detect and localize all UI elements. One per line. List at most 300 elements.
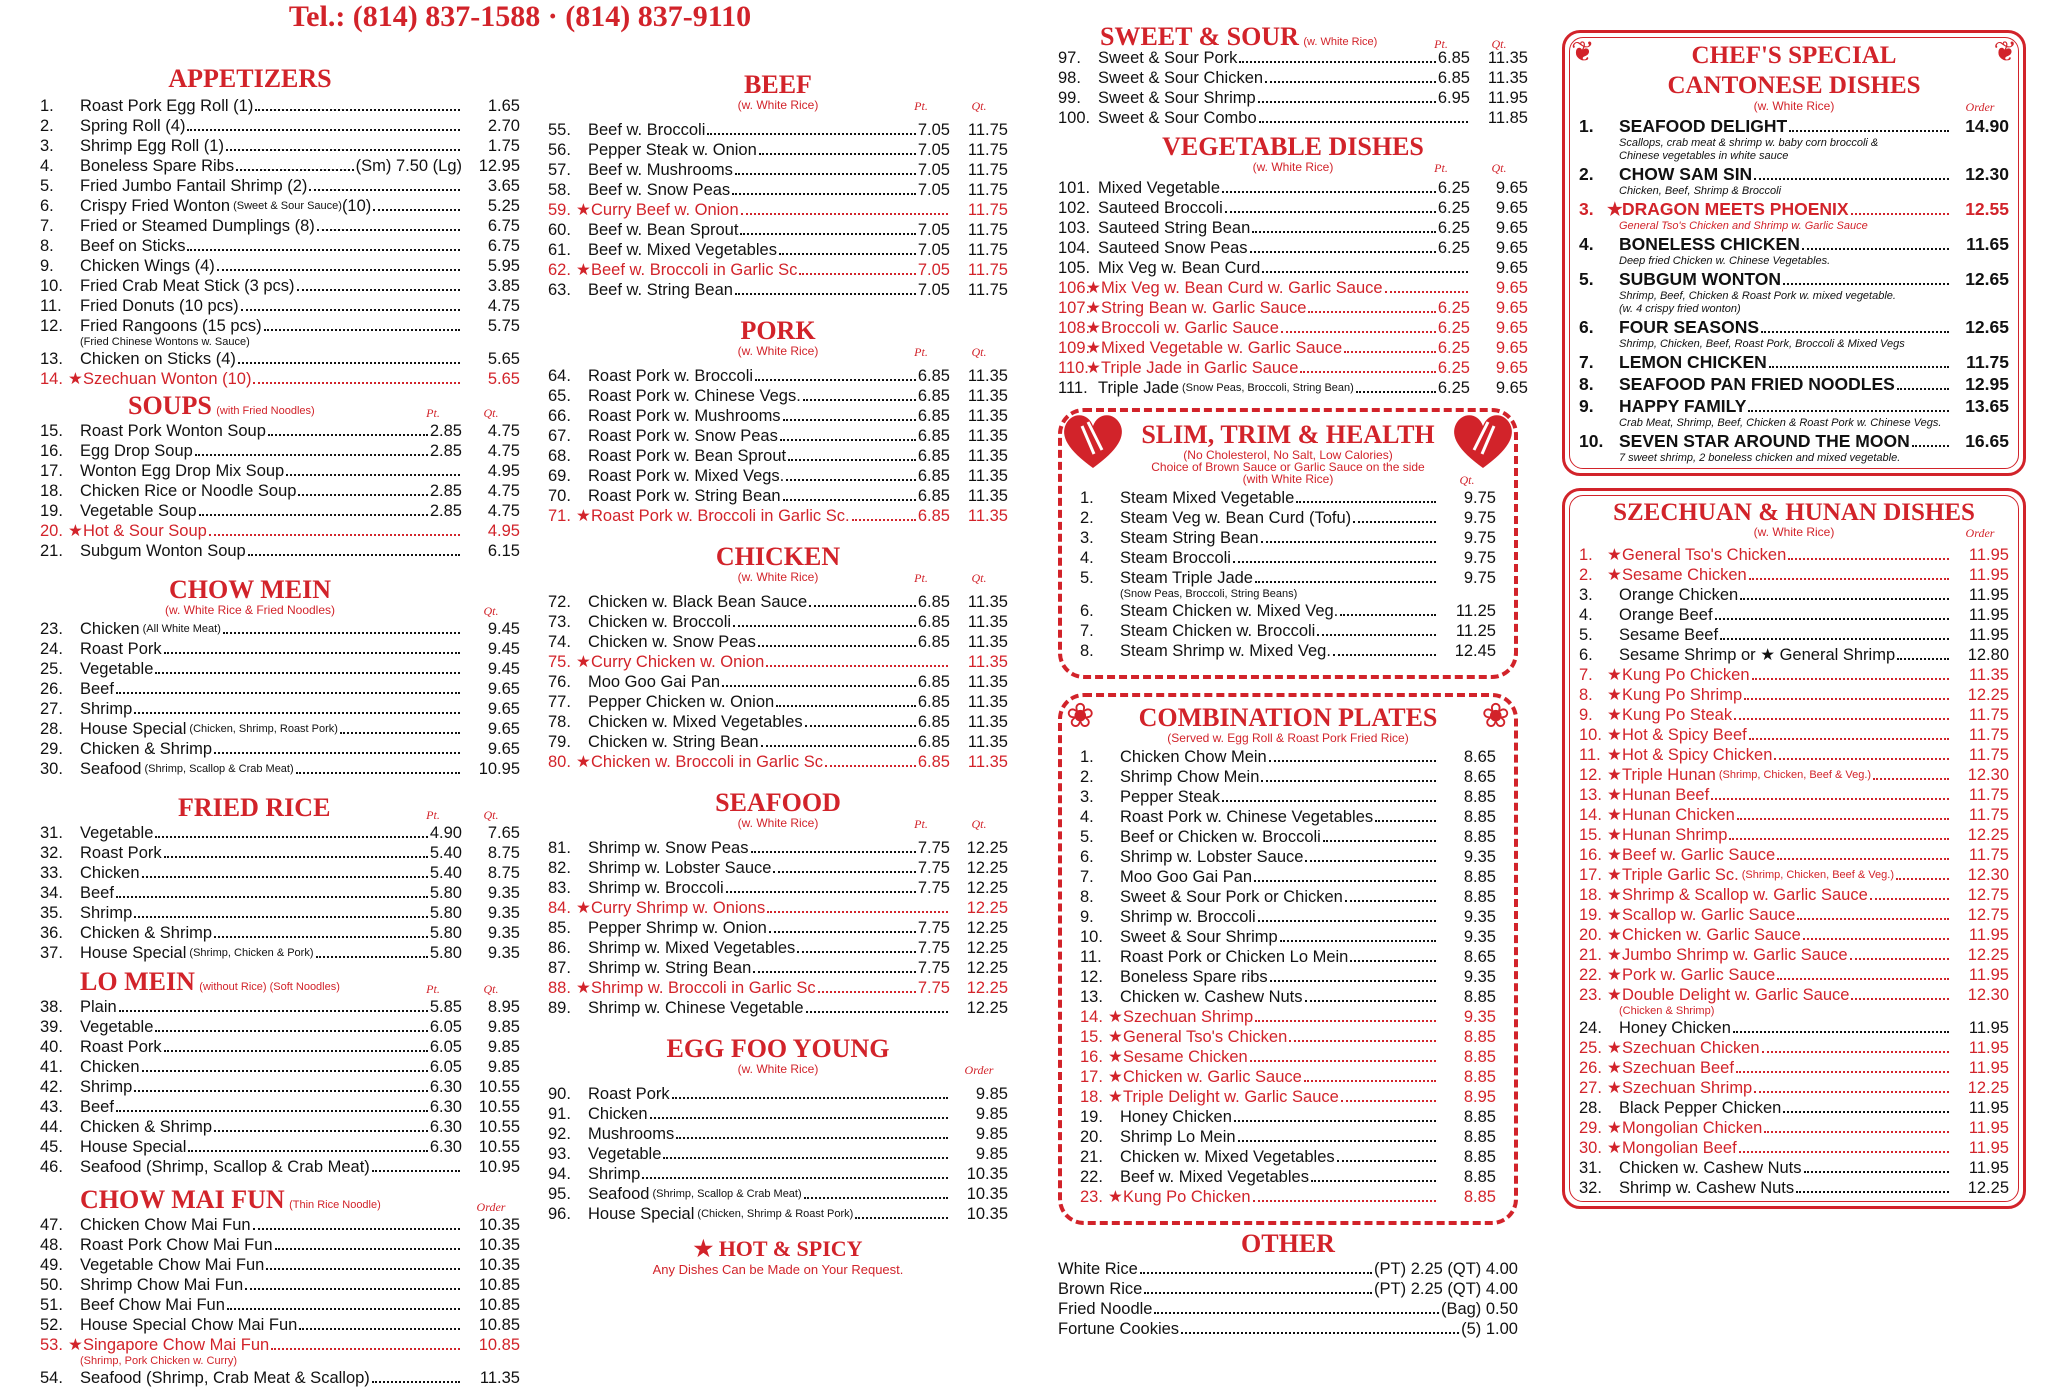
item-number: 10. bbox=[1579, 726, 1602, 744]
leader-dots bbox=[779, 253, 916, 255]
leader-dots bbox=[226, 149, 460, 151]
menu-item bbox=[1080, 847, 1496, 867]
item-name: Steam Broccoli bbox=[1120, 549, 1231, 567]
menu-item bbox=[548, 1124, 1008, 1144]
item-number: 10. bbox=[1579, 431, 1604, 451]
item-name: BONELESS CHICKEN bbox=[1619, 234, 1800, 254]
item-number: 18. bbox=[40, 482, 63, 500]
menu-item bbox=[1080, 1147, 1496, 1167]
item-number: 3. bbox=[40, 137, 54, 155]
item-number: 12. bbox=[40, 317, 63, 335]
menu-item bbox=[40, 316, 520, 336]
item-number: 21. bbox=[40, 542, 63, 560]
item-price-small: 6.30 bbox=[429, 1138, 462, 1156]
hot-spicy-star-icon: ★ bbox=[1607, 1039, 1622, 1057]
item-name: Curry Beef w. Onion bbox=[591, 201, 739, 219]
leader-dots bbox=[1239, 61, 1435, 63]
item-name: Roast Pork Wonton Soup bbox=[80, 422, 266, 440]
item-name: Roast Pork Egg Roll (1) bbox=[80, 97, 254, 115]
leader-dots bbox=[1740, 598, 1949, 600]
item-price: 11.25 bbox=[1455, 622, 1496, 640]
hot-spicy-star-icon: ★ bbox=[1607, 706, 1622, 724]
item-name: Beef w. Broccoli in Garlic Sc bbox=[591, 261, 798, 279]
item-price: 11.75 bbox=[967, 281, 1008, 299]
item-name: Chicken bbox=[80, 620, 140, 638]
menu-item bbox=[1579, 885, 2009, 905]
item-name: Chicken w. Mixed Vegetables bbox=[588, 713, 803, 731]
hot-spicy-star-icon: ★ bbox=[1607, 686, 1622, 704]
item-name: Roast Pork w. Broccoli bbox=[588, 367, 754, 385]
item-number: 7. bbox=[1579, 352, 1594, 372]
item-name: Sweet & Sour Chicken bbox=[1098, 69, 1264, 87]
item-number: 68. bbox=[548, 447, 571, 465]
item-name: Kung Po Chicken bbox=[1622, 666, 1750, 684]
menu-item bbox=[1579, 705, 2009, 725]
item-price-small: 6.95 bbox=[1437, 89, 1470, 107]
menu-item bbox=[1080, 927, 1496, 947]
soups-title: SOUPS bbox=[128, 391, 212, 420]
leader-dots bbox=[1749, 738, 1949, 740]
item-name: Chicken w. Garlic Sauce bbox=[1622, 926, 1801, 944]
item-price: 11.95 bbox=[1968, 1099, 2009, 1117]
leader-dots bbox=[776, 705, 916, 707]
item-number: 16. bbox=[40, 442, 63, 460]
menu-item bbox=[1579, 845, 2009, 865]
item-price-small: 2.85 bbox=[429, 482, 462, 500]
item-name: Steam Veg w. Bean Curd (Tofu) bbox=[1120, 509, 1352, 527]
item-name: Fried Jumbo Fantail Shrimp (2) bbox=[80, 177, 308, 195]
item-price-small: 6.05 bbox=[429, 1018, 462, 1036]
item-price-small: 6.25 bbox=[1437, 379, 1470, 397]
item-description: Shrimp, Beef, Chicken & Roast Pork w. mixed vegetable. bbox=[1619, 290, 1896, 302]
item-name: Roast Pork bbox=[80, 640, 162, 658]
menu-item bbox=[1058, 318, 1528, 338]
item-name: Beef or Chicken w. Broccoli bbox=[1120, 828, 1321, 846]
item-name: Shrimp w. Lobster Sauce bbox=[588, 859, 772, 877]
menu-item bbox=[1579, 1138, 2009, 1158]
item-name: Beef w. Broccoli bbox=[588, 121, 706, 139]
item-price: 10.35 bbox=[478, 1216, 520, 1234]
item-price: 9.35 bbox=[1463, 848, 1496, 866]
item-name: General Tso's Chicken bbox=[1622, 546, 1787, 564]
menu-item bbox=[1579, 268, 2009, 290]
leader-dots bbox=[783, 499, 916, 501]
hot-spicy-star-icon: ★ bbox=[1607, 866, 1622, 884]
menu-item bbox=[1579, 430, 2009, 452]
menu-item bbox=[548, 652, 1008, 672]
item-price-small: 7.05 bbox=[917, 221, 950, 239]
item-name: Beef bbox=[80, 884, 114, 902]
leader-dots bbox=[1345, 900, 1436, 902]
menu-item bbox=[1058, 198, 1528, 218]
menu-item bbox=[1080, 488, 1496, 508]
item-number: 24. bbox=[1579, 1019, 1602, 1037]
seafood-section: SEAFOOD (w. White Rice) Pt. Qt. 81. Shrimp w. Snow Peas 7.75 12.25 82. Shrimp w. Lobster Sauce 7.75 12.25 83. Shrimp w. Broccoli 7.75 12.25 84. ★ Curry Shrimp w. Onions 12.25 85. Pepper Shrimp w. Onion 7.75 12.25 86. Shrimp w. Mixed Vegetables 7.75 12.25 87. Shrimp w. String Bean 7.75 12.25 88. ★ Shrimp w. Broccoli in Garlic Sc 7.75 12.25 89. Shrimp w. Chinese Vegetable 12.25 bbox=[548, 788, 1008, 1017]
menu-item bbox=[40, 1335, 520, 1355]
item-number: 73. bbox=[548, 613, 571, 631]
menu-item bbox=[1579, 373, 2009, 395]
item-price-small: 6.25 bbox=[1437, 219, 1470, 237]
item-price: 11.35 bbox=[967, 367, 1008, 385]
item-number: 41. bbox=[40, 1058, 63, 1076]
item-number: 10. bbox=[40, 277, 63, 295]
menu-item bbox=[40, 863, 520, 883]
leader-dots bbox=[1797, 918, 1949, 920]
item-detail: (Shrimp, Scallop & Crab Meat) bbox=[652, 1188, 802, 1200]
leader-dots bbox=[227, 1308, 460, 1310]
item-name: Chicken w. Cashew Nuts bbox=[1619, 1159, 1802, 1177]
leader-dots bbox=[1300, 371, 1435, 373]
item-name: Sweet & Sour Pork or Chicken bbox=[1120, 888, 1343, 906]
item-price: 9.85 bbox=[487, 1018, 520, 1036]
menu-item bbox=[548, 1184, 1008, 1204]
item-price-small: 6.85 bbox=[917, 487, 950, 505]
leader-dots bbox=[1789, 130, 1949, 132]
item-name: Seafood (Shrimp, Scallop & Crab Meat) bbox=[80, 1158, 370, 1176]
item-name: Shrimp bbox=[80, 1078, 133, 1096]
item-name: Beef bbox=[80, 680, 114, 698]
leader-dots bbox=[1783, 1111, 1949, 1113]
menu-item bbox=[1080, 1007, 1496, 1027]
item-name: Subgum Wonton Soup bbox=[80, 542, 246, 560]
item-price: 8.85 bbox=[1463, 808, 1496, 826]
leader-dots bbox=[1744, 698, 1949, 700]
item-name: Fried Donuts (10 pcs) bbox=[80, 297, 239, 315]
menu-item bbox=[40, 1077, 520, 1097]
item-price-small: 6.85 bbox=[917, 733, 950, 751]
sweet-sour-title: SWEET & SOUR bbox=[1100, 22, 1299, 51]
item-name: Orange Chicken bbox=[1619, 586, 1739, 604]
leader-dots bbox=[1851, 998, 1949, 1000]
item-name: Pepper Steak bbox=[1120, 788, 1220, 806]
hot-spicy-star-icon: ★ bbox=[1607, 1059, 1622, 1077]
menu-item bbox=[1080, 807, 1496, 827]
chow-mai-fun-title: CHOW MAI FUN bbox=[80, 1185, 285, 1214]
item-price: 8.95 bbox=[487, 998, 520, 1016]
item-price: 9.75 bbox=[1463, 569, 1496, 587]
item-price: 11.35 bbox=[967, 733, 1008, 751]
item-price: 12.95 bbox=[1965, 374, 2009, 394]
item-name: Chicken & Shrimp bbox=[80, 924, 213, 942]
item-number: 25. bbox=[1579, 1039, 1602, 1057]
item-description: General Tso's Chicken and Shrimp w. Garlic Sauce bbox=[1619, 220, 1868, 232]
hot-spicy-star-icon: ★ bbox=[1607, 846, 1622, 864]
leader-dots bbox=[809, 605, 916, 607]
item-price: 11.95 bbox=[1968, 1159, 2009, 1177]
leader-dots bbox=[1323, 840, 1436, 842]
chicken-section: CHICKEN (w. White Rice) Pt. Qt. 72. Chicken w. Black Bean Sauce 6.85 11.35 73. Chicken w. Broccoli 6.85 11.35 74. Chicken w. Snow Peas 6.85 11.35 75. ★ Curry Chicken w. Onion 11.35 76. Moo Goo Gai Pan 6.85 11.35 77. Pepper Chicken w. Onion 6.85 11.35 78. Chicken w. Mixed Vegetables 6.85 11.35 79. Chicken w. String Bean 6.85 11.35 80. ★ Chicken w. Broccoli in Garlic Sc 6.85 11.35 bbox=[548, 542, 1008, 771]
menu-item bbox=[548, 838, 1008, 858]
menu-item bbox=[1579, 825, 2009, 845]
leader-dots bbox=[217, 269, 460, 271]
item-number: 66. bbox=[548, 407, 571, 425]
menu-item bbox=[548, 486, 1008, 506]
menu-item bbox=[1080, 1107, 1496, 1127]
item-number: 15. bbox=[40, 422, 63, 440]
item-number: 64. bbox=[548, 367, 571, 385]
item-name: Shrimp w. Cashew Nuts bbox=[1619, 1179, 1795, 1197]
item-name: Orange Beef bbox=[1619, 606, 1713, 624]
item-name: Roast Pork w. String Bean bbox=[588, 487, 781, 505]
vegetable-title: VEGETABLE DISHES bbox=[1162, 132, 1424, 161]
menu-item bbox=[40, 619, 520, 639]
leader-dots bbox=[707, 133, 915, 135]
item-price: 9.75 bbox=[1463, 489, 1496, 507]
item-price-small: 5.40 bbox=[429, 864, 462, 882]
leader-dots bbox=[1783, 283, 1949, 285]
item-price: 9.65 bbox=[1495, 279, 1528, 297]
item-price: 9.35 bbox=[1463, 968, 1496, 986]
item-price-small: 7.05 bbox=[917, 161, 950, 179]
item-detail: (Chicken, Shrimp & Roast Pork) bbox=[697, 1208, 854, 1220]
item-name: Szechuan Shrimp bbox=[1622, 1079, 1753, 1097]
item-number: 106. bbox=[1058, 279, 1091, 297]
item-price-small: 7.75 bbox=[917, 939, 950, 957]
item-number: 35. bbox=[40, 904, 63, 922]
menu-item bbox=[40, 1137, 520, 1157]
menu-item bbox=[1080, 621, 1496, 641]
leader-dots bbox=[214, 752, 460, 754]
menu-item bbox=[40, 1057, 520, 1077]
menu-item bbox=[1080, 1167, 1496, 1187]
leader-dots bbox=[1715, 618, 1949, 620]
menu-item bbox=[548, 1104, 1008, 1124]
hot-spicy-star-icon: ★ bbox=[1108, 1048, 1123, 1066]
item-name: String Bean w. Garlic Sauce bbox=[1101, 299, 1307, 317]
seafood-title: SEAFOOD bbox=[715, 788, 841, 817]
hot-spicy-note bbox=[548, 1236, 1008, 1277]
seafood-sub: (w. White Rice) bbox=[737, 816, 819, 830]
item-number: 89. bbox=[548, 999, 571, 1017]
hot-spicy-star-icon: ★ bbox=[1086, 339, 1101, 357]
item-name: Singapore Chow Mai Fun bbox=[83, 1336, 270, 1354]
item-number: 27. bbox=[1579, 1079, 1602, 1097]
item-name: Mix Veg w. Bean Curd bbox=[1098, 259, 1261, 277]
item-number: 57. bbox=[548, 161, 571, 179]
item-price: 9.35 bbox=[487, 944, 520, 962]
item-price-small: 6.85 bbox=[917, 507, 950, 525]
item-price: 10.85 bbox=[478, 1296, 520, 1314]
szechuan-title: SZECHUAN & HUNAN DISHES bbox=[1613, 499, 1975, 526]
item-price: 12.25 bbox=[1967, 1079, 2009, 1097]
item-price: 6.75 bbox=[487, 237, 520, 255]
item-number: 86. bbox=[548, 939, 571, 957]
menu-item bbox=[1579, 965, 2009, 985]
leader-dots bbox=[1269, 760, 1436, 762]
item-number: 8. bbox=[1080, 888, 1094, 906]
item-name: SEVEN STAR AROUND THE MOON bbox=[1619, 431, 1910, 451]
menu-item bbox=[40, 1368, 520, 1388]
item-price: 12.30 bbox=[1965, 164, 2009, 184]
menu-item bbox=[1579, 545, 2009, 565]
hot-spicy-star-icon: ★ bbox=[1607, 826, 1622, 844]
item-number: 18. bbox=[1080, 1088, 1103, 1106]
item-price: 4.95 bbox=[487, 522, 520, 540]
item-number: 19. bbox=[1579, 906, 1602, 924]
item-price-small: 6.25 bbox=[1437, 179, 1470, 197]
item-price: 5.25 bbox=[487, 197, 520, 215]
menu-item bbox=[548, 240, 1008, 260]
menu-item bbox=[1080, 827, 1496, 847]
item-price: 8.85 bbox=[1463, 1188, 1496, 1206]
item-number: 23. bbox=[40, 620, 63, 638]
item-number: 5. bbox=[40, 177, 54, 195]
item-name: Beef on Sticks bbox=[80, 237, 186, 255]
item-name: Mongolian Chicken bbox=[1622, 1119, 1763, 1137]
item-price: 8.65 bbox=[1463, 768, 1496, 786]
leader-dots bbox=[199, 514, 428, 516]
item-price: 9.35 bbox=[487, 884, 520, 902]
item-price: 12.25 bbox=[966, 939, 1008, 957]
leader-dots bbox=[773, 871, 915, 873]
item-number: 76. bbox=[548, 673, 571, 691]
item-price: 11.75 bbox=[1968, 706, 2009, 724]
lo-mein-title: LO MEIN bbox=[80, 967, 195, 996]
leader-dots bbox=[672, 1097, 948, 1099]
menu-item bbox=[548, 506, 1008, 526]
menu-item bbox=[548, 180, 1008, 200]
item-detail: (All White Meat) bbox=[142, 623, 221, 635]
item-number: 30. bbox=[1579, 1139, 1602, 1157]
menu-item bbox=[548, 280, 1008, 300]
menu-item bbox=[40, 1037, 520, 1057]
item-number: 54. bbox=[40, 1369, 63, 1387]
item-price: 2.70 bbox=[487, 117, 520, 135]
item-name: Crispy Fried Wonton bbox=[80, 197, 231, 215]
leader-dots bbox=[195, 454, 428, 456]
menu-item bbox=[1579, 925, 2009, 945]
leader-dots bbox=[1803, 938, 1949, 940]
menu-item bbox=[548, 752, 1008, 772]
item-price: 11.75 bbox=[1966, 352, 2009, 372]
item-price: 10.95 bbox=[478, 1158, 520, 1176]
item-price: 11.95 bbox=[1968, 626, 2009, 644]
leader-dots bbox=[1734, 718, 1949, 720]
item-price: (Bag) 0.50 bbox=[1440, 1300, 1518, 1318]
item-number: 20. bbox=[1080, 1128, 1103, 1146]
item-number: 22. bbox=[1080, 1168, 1103, 1186]
menu-item bbox=[548, 978, 1008, 998]
fried-rice-title: FRIED RICE bbox=[178, 793, 331, 822]
item-name: Boneless Spare Ribs bbox=[80, 157, 235, 175]
menu-item bbox=[40, 739, 520, 759]
item-price: 11.75 bbox=[967, 201, 1008, 219]
menu-item bbox=[548, 612, 1008, 632]
leader-dots bbox=[1341, 1100, 1436, 1102]
item-price: 11.35 bbox=[967, 613, 1008, 631]
leader-dots bbox=[1749, 578, 1949, 580]
item-number: 91. bbox=[548, 1105, 571, 1123]
item-name: Honey Chicken bbox=[1619, 1019, 1731, 1037]
item-number: 67. bbox=[548, 427, 571, 445]
item-name: Triple Jade in Garlic Sauce bbox=[1101, 359, 1299, 377]
item-description: Shrimp, Chicken, Beef, Roast Pork, Broccoli & Mixed Vegs bbox=[1619, 338, 1905, 350]
hot-spicy-star-icon: ★ bbox=[1607, 666, 1622, 684]
flower-ornament-icon: ❀ bbox=[1066, 697, 1095, 735]
menu-item bbox=[1579, 1038, 2009, 1058]
item-number: 15. bbox=[1579, 826, 1602, 844]
menu-item bbox=[40, 1117, 520, 1137]
item-price: 8.95 bbox=[1463, 1088, 1496, 1106]
item-name: Chicken & Shrimp bbox=[80, 740, 213, 758]
chef-sub: (w. White Rice) bbox=[1753, 99, 1835, 113]
menu-item bbox=[1058, 258, 1528, 278]
hot-spicy-star-icon: ★ bbox=[1108, 1088, 1123, 1106]
item-price-small: 6.30 bbox=[429, 1098, 462, 1116]
leader-dots bbox=[116, 896, 428, 898]
item-price: 10.55 bbox=[478, 1098, 520, 1116]
item-number: 24. bbox=[40, 640, 63, 658]
item-name: Scallop w. Garlic Sauce bbox=[1622, 906, 1796, 924]
leader-dots bbox=[1255, 581, 1436, 583]
item-price: 9.65 bbox=[1495, 179, 1528, 197]
item-price: 12.65 bbox=[1965, 269, 2009, 289]
item-price: 12.25 bbox=[966, 879, 1008, 897]
leader-dots bbox=[134, 916, 428, 918]
menu-item bbox=[40, 843, 520, 863]
menu-item bbox=[548, 160, 1008, 180]
item-number: 65. bbox=[548, 387, 571, 405]
egg-foo-young-section: EGG FOO YOUNG (w. White Rice) Order 90. Roast Pork 9.85 91. Chicken 9.85 92. Mushrooms 9.85 93. Vegetable 9.85 94. Shrimp 10.35 95. Seafood (Shrimp, Scallop & Crab Meat) 10.35 96. House Special (Chicken, Shrimp & Roast Pork) 10.35 bbox=[548, 1034, 1008, 1223]
item-name: Seafood bbox=[80, 760, 142, 778]
leader-dots bbox=[1733, 1031, 1949, 1033]
leader-dots bbox=[1788, 558, 1949, 560]
item-price: 5.95 bbox=[487, 257, 520, 275]
item-name: Beef w. Bean Sprout bbox=[588, 221, 739, 239]
menu-item bbox=[1080, 1067, 1496, 1087]
hot-spicy-star-icon: ★ bbox=[1607, 946, 1622, 964]
item-number: 48. bbox=[40, 1236, 63, 1254]
item-name: Beef w. Mushrooms bbox=[588, 161, 733, 179]
item-name: LEMON CHICKEN bbox=[1619, 352, 1767, 372]
item-price-small: 6.05 bbox=[429, 1058, 462, 1076]
leader-dots bbox=[1754, 1091, 1949, 1093]
item-number: 79. bbox=[548, 733, 571, 751]
item-name: Broccoli w. Garlic Sauce bbox=[1101, 319, 1279, 337]
menu-item bbox=[40, 461, 520, 481]
vegetable-section: VEGETABLE DISHES (w. White Rice) Pt. Qt. 101. Mixed Vegetable 6.25 9.65 102. Sauteed Broccoli 6.25 9.65 103. Sauteed String Bean 6.25 9.65 104. Sauteed Snow Peas 6.25 9.65 105. Mix Veg w. Bean Curd 9.65 106. ★ Mix Veg w. Bean Curd w. Garlic Sauce 9.65 107. ★ String Bean w. Garlic Sauce 6.25 9.65 108. ★ Broccoli w. Garlic Sauce 6.25 9.65 109. ★ Mixed Vegetable w. Garlic Sauce 6.25 9.65 110. ★ Triple Jade in Garlic Sauce 6.25 9.65 111. Triple Jade (Snow Peas, Broccoli, String Bean) 6.25 9.65 bbox=[1058, 132, 1528, 397]
menu-item bbox=[1579, 316, 2009, 338]
item-name: Hunan Shrimp bbox=[1622, 826, 1728, 844]
item-name: Moo Goo Gai Pan bbox=[588, 673, 721, 691]
other-section bbox=[1058, 1229, 1518, 1339]
leader-dots bbox=[238, 362, 460, 364]
item-number: 30. bbox=[40, 760, 63, 778]
menu-item bbox=[40, 903, 520, 923]
leader-dots bbox=[155, 836, 427, 838]
item-number: 32. bbox=[1579, 1179, 1602, 1197]
leader-dots bbox=[1253, 1200, 1437, 1202]
leader-dots bbox=[855, 1217, 948, 1219]
item-name: Steam Chicken w. Broccoli bbox=[1120, 622, 1316, 640]
leader-dots bbox=[1796, 1191, 1949, 1193]
leader-dots bbox=[1850, 958, 1949, 960]
item-number: 9. bbox=[1579, 396, 1594, 416]
item-number: 1. bbox=[1579, 546, 1593, 564]
item-price: 12.25 bbox=[966, 959, 1008, 977]
item-number: 88. bbox=[548, 979, 571, 997]
item-price: 9.85 bbox=[975, 1145, 1008, 1163]
leader-dots bbox=[241, 309, 460, 311]
item-price: 4.75 bbox=[487, 502, 520, 520]
item-price: 1.75 bbox=[487, 137, 520, 155]
menu-item bbox=[1080, 1187, 1496, 1207]
leader-dots bbox=[214, 1130, 428, 1132]
item-name: Roast Pork w. Bean Sprout bbox=[588, 447, 787, 465]
item-number: 5. bbox=[1579, 269, 1594, 289]
leader-dots bbox=[759, 153, 916, 155]
item-name: Seafood (Shrimp, Crab Meat & Scallop) bbox=[80, 1369, 370, 1387]
